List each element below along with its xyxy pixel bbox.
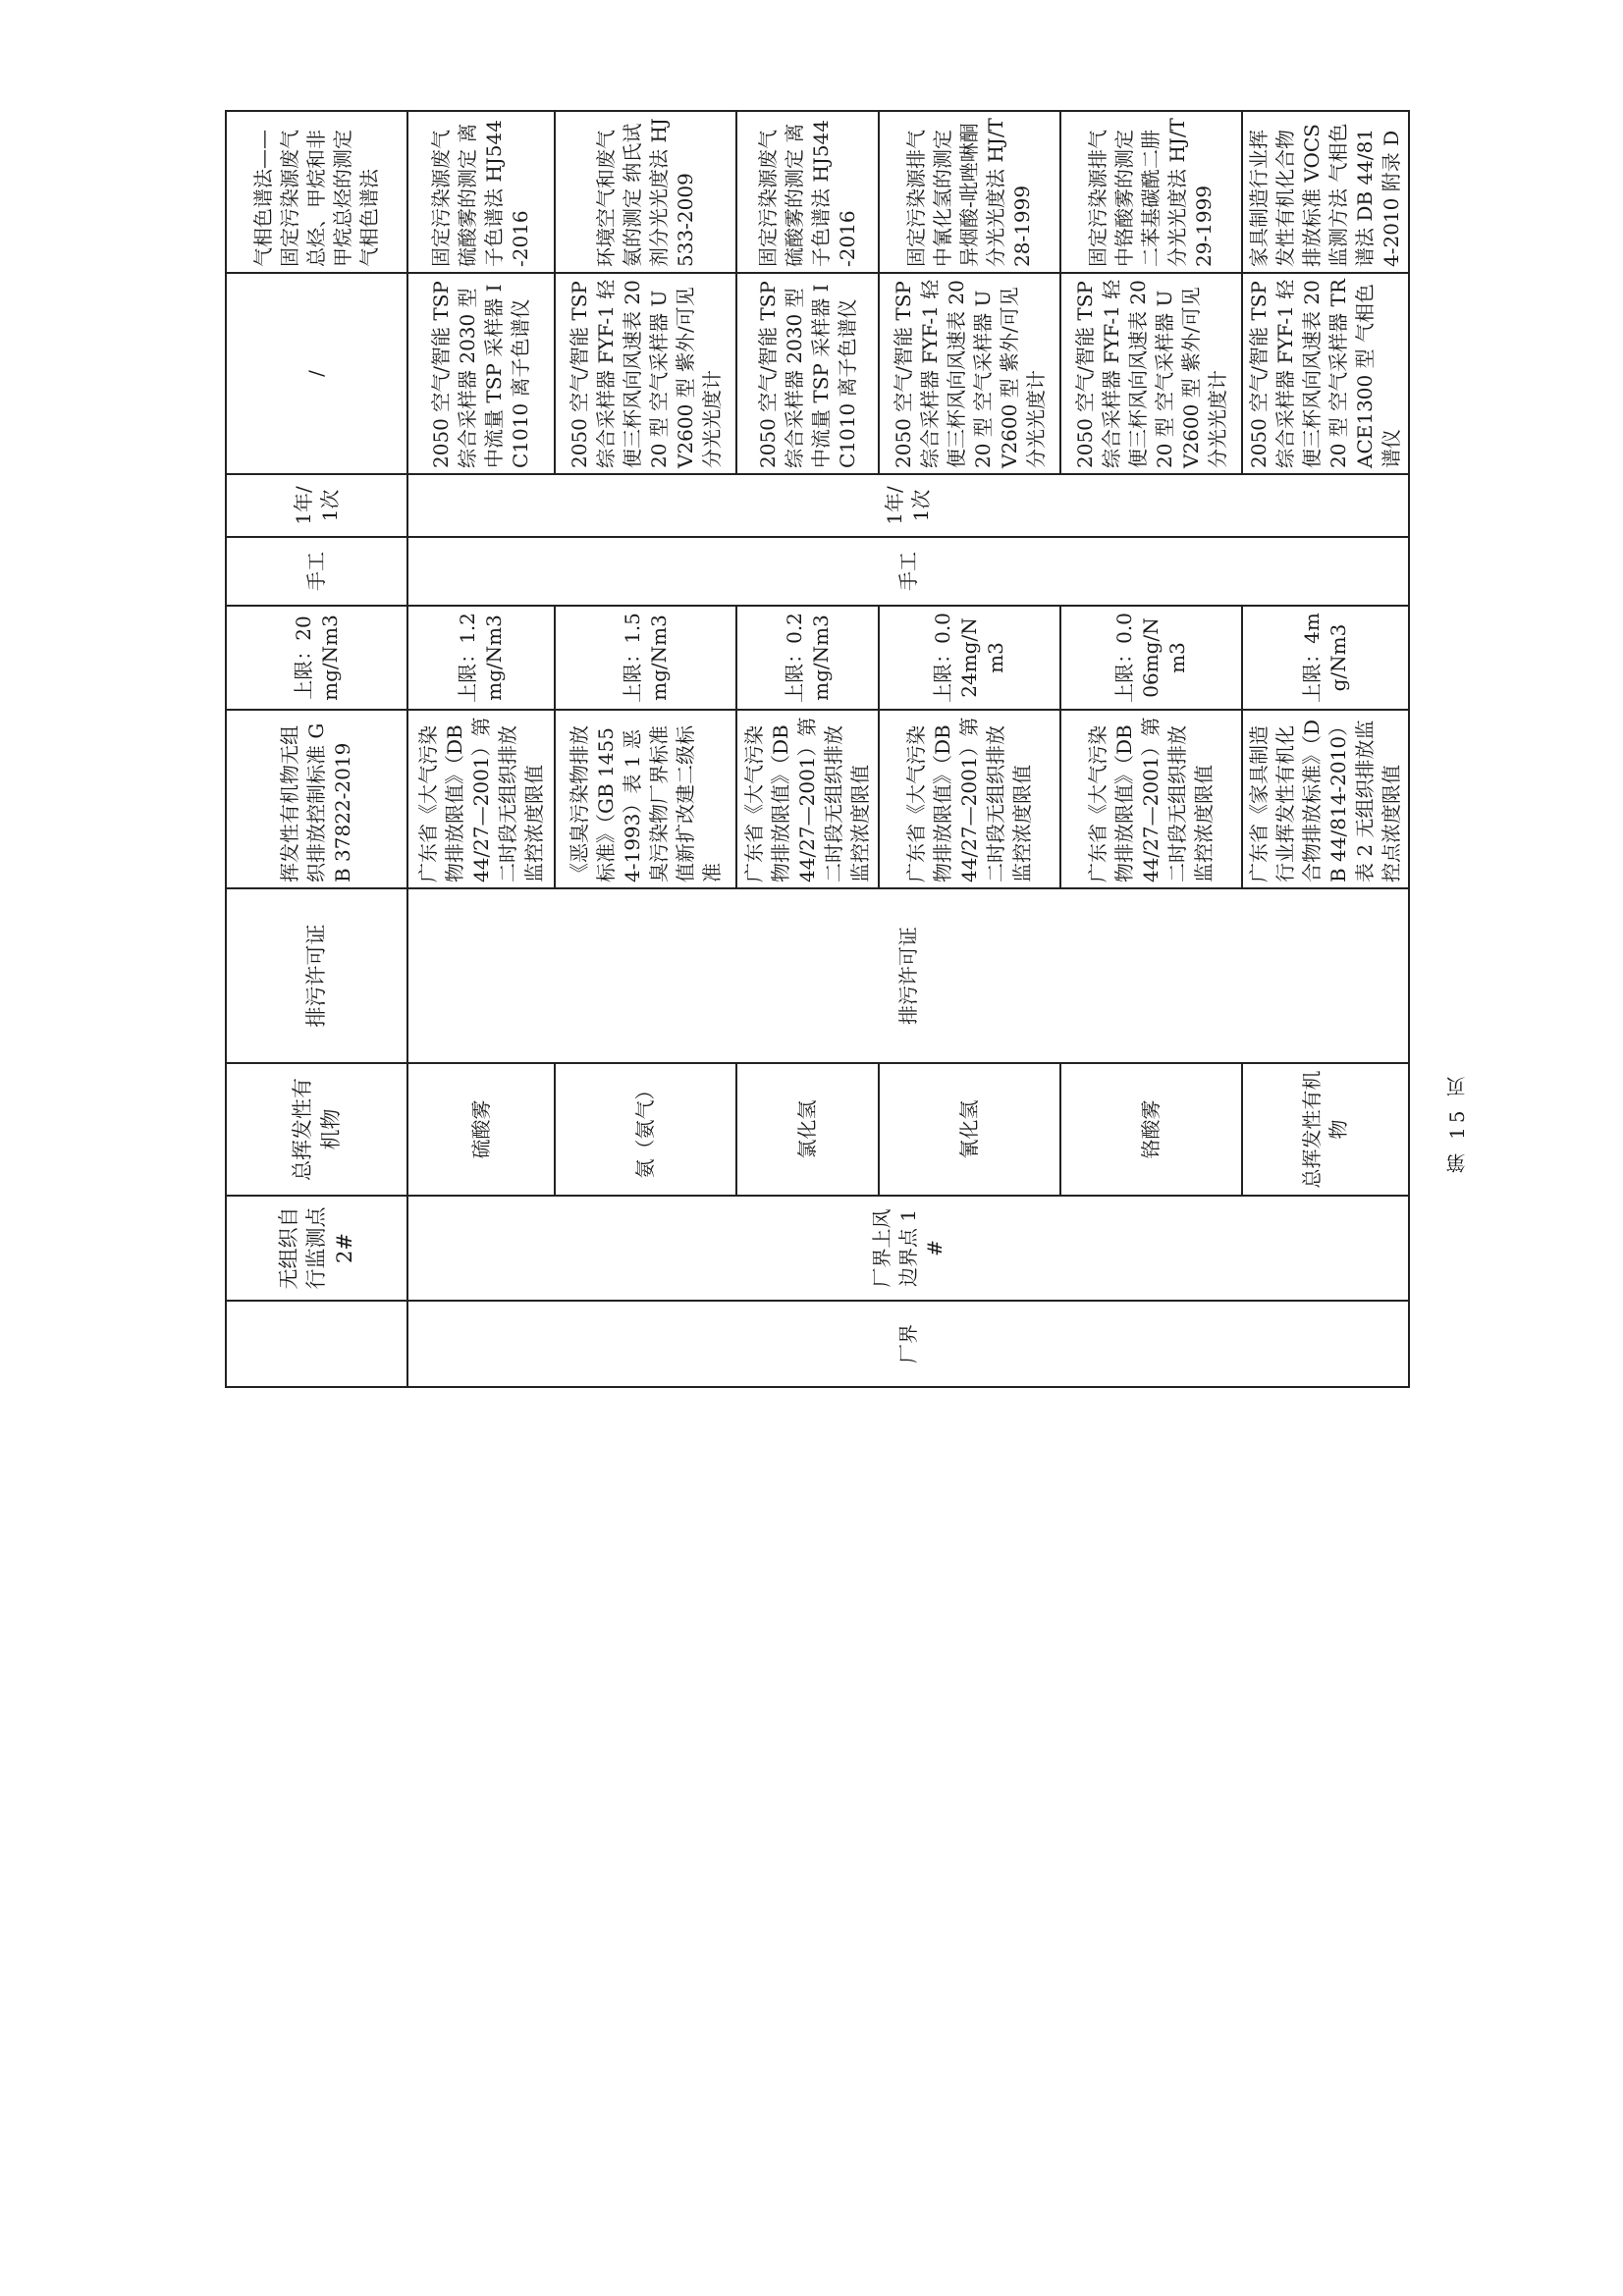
cell-instrument: 2050 空气/智能 TSP 综合采样器 2030 型 中流量 TSP 采样器 IC1010 离子色谱仪	[736, 273, 879, 474]
cell-instrument: /	[226, 273, 407, 474]
cell-point: 厂界上风边界点 1#	[407, 1196, 1409, 1301]
cell-analysis: 固定污染源废气 硫酸雾的测定 离子色谱法 HJ544-2016	[407, 111, 555, 273]
cell-pollutant: 总挥发性有机物	[1242, 1063, 1409, 1196]
cell-analysis: 固定污染源废气 硫酸雾的测定 离子色谱法 HJ544-2016	[736, 111, 879, 273]
cell-pollutant: 铬酸雾	[1060, 1063, 1242, 1196]
cell-analysis: 气相色谱法——固定污染源废气 总烃、甲烷和非甲烷总烃的测定 气相色谱法	[226, 111, 407, 273]
cell-analysis: 环境空气和废气 氨的测定 纳氏试剂分光光度法 HJ 533-2009	[555, 111, 736, 273]
cell-standard: 广东省《大气污染物排放限值》（DB44/27—2001）第二时段无组织排放监控浓度限值	[1060, 710, 1242, 888]
cell-limit: 上限：4mg/Nm3	[1242, 606, 1409, 710]
cell-instrument: 2050 空气/智能 TSP 综合采样器 FYF-1 轻便三杯风向风速表 2020 型 空气采样器 TRACE1300 型 气相色谱仪	[1242, 273, 1409, 474]
cell-analysis: 固定污染源排气中铬酸雾的测定 二苯基碳酰二肼分光光度法 HJ/T 29-1999	[1060, 111, 1242, 273]
cell-permit: 排污许可证	[226, 888, 407, 1063]
cell-limit: 上限：0.006mg/Nm3	[1060, 606, 1242, 710]
cell-standard: 广东省《大气污染物排放限值》（DB44/27—2001）第二时段无组织排放监控浓度限值	[736, 710, 879, 888]
cell-frequency: 1年/1次	[226, 474, 407, 537]
cell-standard: 广东省《家具制造行业挥发性有机化合物排放标准》（DB 44/814-2010）表 2 无组织排放监控点浓度限值	[1242, 710, 1409, 888]
cell-analysis: 固定污染源排气中氰化氢的测定 异烟酸-吡唑啉酮分光光度法 HJ/T 28-1999	[879, 111, 1060, 273]
cell-pollutant: 总挥发性有机物	[226, 1063, 407, 1196]
cell-method-type: 手工	[226, 537, 407, 606]
cell-standard: 《恶臭污染物排放标准》（GB 14554-1993）表 1 恶臭污染物厂界标准值新扩改建二级标准	[555, 710, 736, 888]
cell-permit: 排污许可证	[407, 888, 1409, 1063]
cell-standard: 挥发性有机物无组织排放控制标准 GB 37822-2019	[226, 710, 407, 888]
table-row	[407, 111, 555, 1387]
cell-area	[226, 1301, 407, 1387]
monitoring-table	[225, 110, 1410, 1388]
cell-standard: 广东省《大气污染物排放限值》（DB44/27—2001）第二时段无组织排放监控浓度限值	[407, 710, 555, 888]
cell-pollutant: 氰化氢	[879, 1063, 1060, 1196]
cell-instrument: 2050 空气/智能 TSP 综合采样器 2030 型 中流量 TSP 采样器 IC1010 离子色谱仪	[407, 273, 555, 474]
page-number: 第 15 页	[1445, 1073, 1469, 1174]
cell-pollutant: 氨（氨气）	[555, 1063, 736, 1196]
cell-instrument: 2050 空气/智能 TSP 综合采样器 FYF-1 轻便三杯风向风速表 2020 型 空气采样器 UV2600 型 紫外/可见分光光度计	[1060, 273, 1242, 474]
cell-point: 无组织自行监测点 2#	[226, 1196, 407, 1301]
cell-pollutant: 硫酸雾	[407, 1063, 555, 1196]
cell-method-type: 手工	[407, 537, 1409, 606]
cell-instrument: 2050 空气/智能 TSP 综合采样器 FYF-1 轻便三杯风向风速表 2020 型 空气采样器 UV2600 型 紫外/可见分光光度计	[879, 273, 1060, 474]
cell-frequency: 1年/1次	[407, 474, 1409, 537]
cell-limit: 上限：1.5mg/Nm3	[555, 606, 736, 710]
cell-limit: 上限：1.2mg/Nm3	[407, 606, 555, 710]
cell-limit: 上限：0.024mg/Nm3	[879, 606, 1060, 710]
cell-limit: 上限：0.2mg/Nm3	[736, 606, 879, 710]
cell-pollutant: 氯化氢	[736, 1063, 879, 1196]
monitoring-table-rotated	[225, 112, 1403, 1388]
cell-limit: 上限：20mg/Nm3	[226, 606, 407, 710]
cell-area: 厂界	[407, 1301, 1409, 1387]
cell-standard: 广东省《大气污染物排放限值》（DB44/27—2001）第二时段无组织排放监控浓度限值	[879, 710, 1060, 888]
table-row	[226, 111, 407, 1387]
cell-instrument: 2050 空气/智能 TSP 综合采样器 FYF-1 轻便三杯风向风速表 2020 型 空气采样器 UV2600 型 紫外/可见分光光度计	[555, 273, 736, 474]
cell-analysis: 家具制造行业挥发性有机化合物排放标准 VOCS 监测方法 气相色谱法 DB 44/814-2010 附录 D	[1242, 111, 1409, 273]
